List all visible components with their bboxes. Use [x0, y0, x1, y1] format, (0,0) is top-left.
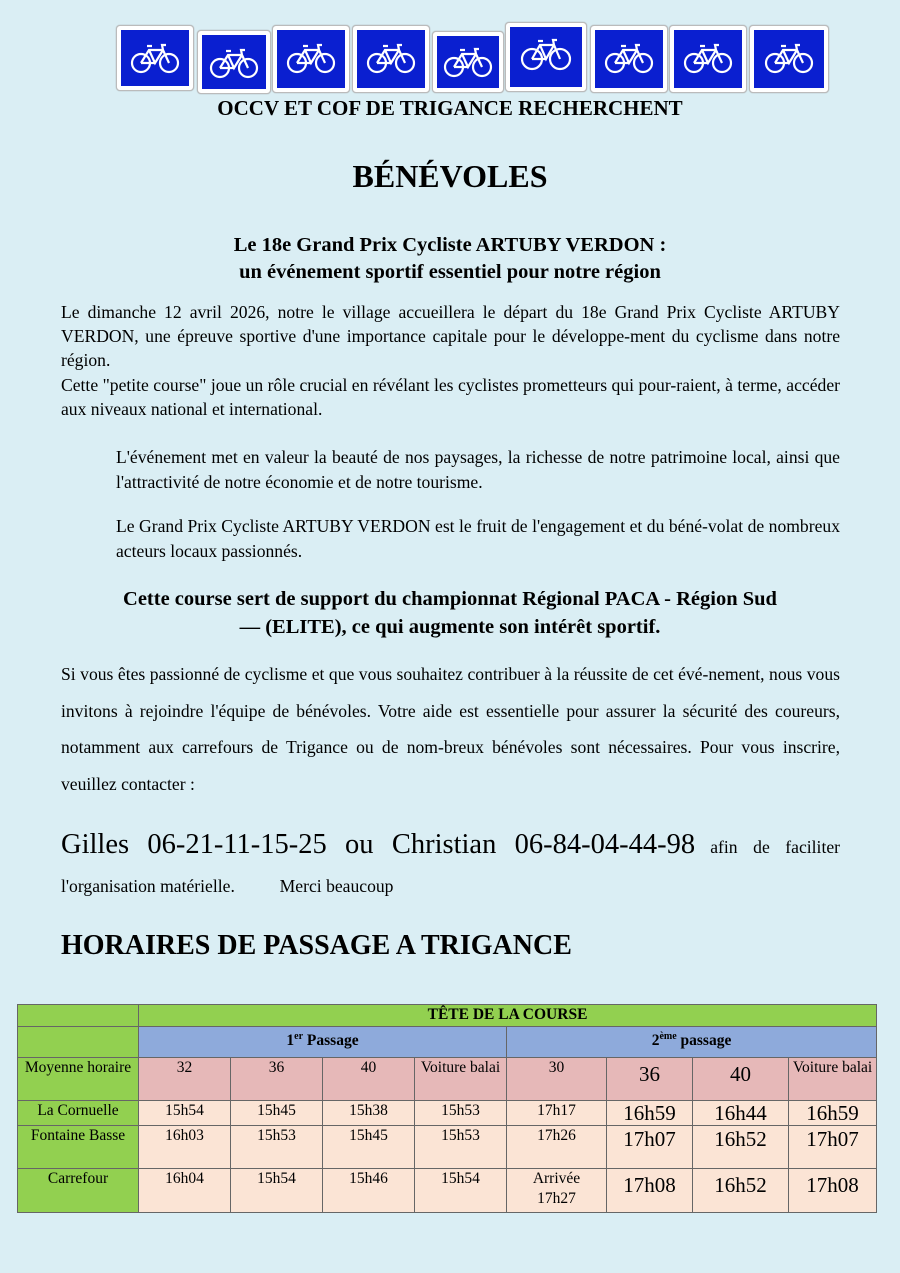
- time-cell: 15h38: [323, 1101, 415, 1126]
- time-cell: 15h53: [415, 1126, 507, 1169]
- contact-purpose: afin de faciliter: [710, 837, 840, 857]
- time-cell: 15h45: [231, 1101, 323, 1126]
- championnat-line-1: Cette course sert de support du championnat Régional PACA - Région Sud: [123, 588, 777, 610]
- time-cell: 16h52: [693, 1126, 789, 1169]
- table-passage-row: [18, 1027, 877, 1058]
- row-label: La Cornuelle: [18, 1101, 139, 1126]
- table-speed-row: [18, 1058, 877, 1101]
- speed-cell: 40: [693, 1058, 789, 1101]
- championnat-line-2: — (ELITE), ce qui augmente son intérêt sportif.: [239, 616, 661, 638]
- bicycle-icon: [197, 30, 271, 94]
- passage-2-header: [507, 1027, 877, 1058]
- time-cell: Arrivée 17h27: [507, 1169, 607, 1213]
- time-cell: 15h54: [139, 1101, 231, 1126]
- passage-1-header: [139, 1027, 507, 1058]
- intro-paragraph: Le dimanche 12 avril 2026, notre le village accueillera le départ du 18e Grand Prix Cycliste ARTUBY VERDON, une épreuve sportive d'une importance capitale pour le développe-ment du cyclisme dans notre région.: [61, 302, 840, 370]
- bicycle-icon: [669, 25, 747, 93]
- table-header-row: [18, 1005, 877, 1027]
- volunteer-paragraph: Si vous êtes passionné de cyclisme et que vous souhaitez contribuer à la réussite de cet évé-nement, nous vous invitons à rejoindre l'équipe de bénévoles. Votre aide est essentielle pour assurer la sécurité des coureurs, notamment aux carrefours de Trigance ou de nom-breux bénévoles sont nécessaires. Pour vous inscrire, veuillez contacter :: [61, 664, 840, 794]
- speed-cell: 32: [139, 1058, 231, 1101]
- table-row: [18, 1101, 877, 1126]
- time-cell: 16h44: [693, 1101, 789, 1126]
- bicycle-icon: [352, 25, 430, 93]
- organisation-line: [61, 876, 393, 897]
- time-cell: 15h53: [415, 1101, 507, 1126]
- time-cell: 17h08: [607, 1169, 693, 1213]
- bicycle-icon: [272, 25, 350, 93]
- time-cell: 16h59: [789, 1101, 877, 1126]
- time-cell: 17h17: [507, 1101, 607, 1126]
- bicycle-sign-row: [0, 22, 900, 94]
- contact-line: [61, 826, 840, 868]
- time-cell: 16h52: [693, 1169, 789, 1213]
- speed-cell: Voiture balai: [789, 1058, 877, 1101]
- passage-1-num: 1: [286, 1032, 295, 1050]
- schedule-table: [17, 1004, 877, 1213]
- thanks-text: Merci beaucoup: [279, 876, 394, 896]
- time-cell: 16h59: [607, 1101, 693, 1126]
- speed-cell: 36: [607, 1058, 693, 1101]
- speed-cell: Voiture balai: [415, 1058, 507, 1101]
- engagement-paragraph: Le Grand Prix Cycliste ARTUBY VERDON est le fruit de l'engagement et du béné-volat de nombreux acteurs locaux passionnés.: [116, 516, 840, 561]
- subtitle-line-1: Le 18e Grand Prix Cycliste ARTUBY VERDON :: [233, 234, 667, 256]
- time-cell: 15h53: [231, 1126, 323, 1169]
- row-label: Fontaine Basse: [18, 1126, 139, 1169]
- bicycle-icon: [749, 25, 829, 93]
- speed-cell: 36: [231, 1058, 323, 1101]
- time-cell: 17h26: [507, 1126, 607, 1169]
- row-label: Moyenne horaire: [18, 1058, 139, 1101]
- header-line: OCCV ET COF DE TRIGANCE RECHERCHENT: [217, 96, 683, 120]
- time-cell: 16h04: [139, 1169, 231, 1213]
- page-title: BÉNÉVOLES: [352, 158, 548, 194]
- time-cell: 17h08: [789, 1169, 877, 1213]
- speed-cell: 40: [323, 1058, 415, 1101]
- time-cell: 15h46: [323, 1169, 415, 1213]
- organisation-text: l'organisation matérielle.: [61, 876, 235, 896]
- time-cell: 15h54: [415, 1169, 507, 1213]
- table-corner-cell: [18, 1027, 139, 1058]
- contact-phones: Gilles 06-21-11-15-25 ou Christian 06-84-04-44-98: [61, 829, 696, 860]
- row-label: Carrefour: [18, 1169, 139, 1213]
- table-row: [18, 1126, 877, 1169]
- time-cell: 15h45: [323, 1126, 415, 1169]
- subtitle: [0, 232, 900, 286]
- horaires-title: HORAIRES DE PASSAGE A TRIGANCE: [61, 930, 572, 961]
- subtitle-line-2: un événement sportif essentiel pour notre région: [239, 261, 661, 283]
- table-head-title: TÊTE DE LA COURSE: [139, 1005, 877, 1027]
- petite-course-paragraph: Cette "petite course" joue un rôle crucial en révélant les cyclistes prometteurs qui pour-raient, à terme, accéder aux niveaux national et international.: [61, 375, 840, 419]
- valeur-paragraph: L'événement met en valeur la beauté de nos paysages, la richesse de notre patrimoine local, ainsi que l'attractivité de notre économie et de notre tourisme.: [116, 447, 840, 492]
- time-cell: 16h03: [139, 1126, 231, 1169]
- passage-2-label: passage: [676, 1032, 732, 1050]
- bicycle-icon: [432, 31, 504, 93]
- time-cell: 15h54: [231, 1169, 323, 1213]
- passage-2-num: 2: [651, 1032, 660, 1050]
- table-row: [18, 1169, 877, 1213]
- speed-cell: 30: [507, 1058, 607, 1101]
- bicycle-icon: [590, 25, 668, 93]
- passage-1-label: Passage: [303, 1032, 359, 1050]
- passage-1-sup: er: [294, 1031, 304, 1042]
- bicycle-icon: [116, 25, 194, 91]
- championnat-statement: [55, 585, 845, 641]
- table-corner-cell: [18, 1005, 139, 1027]
- time-cell: 17h07: [789, 1126, 877, 1169]
- passage-2-sup: ème: [659, 1031, 677, 1042]
- time-cell: 17h07: [607, 1126, 693, 1169]
- bicycle-icon: [505, 22, 587, 92]
